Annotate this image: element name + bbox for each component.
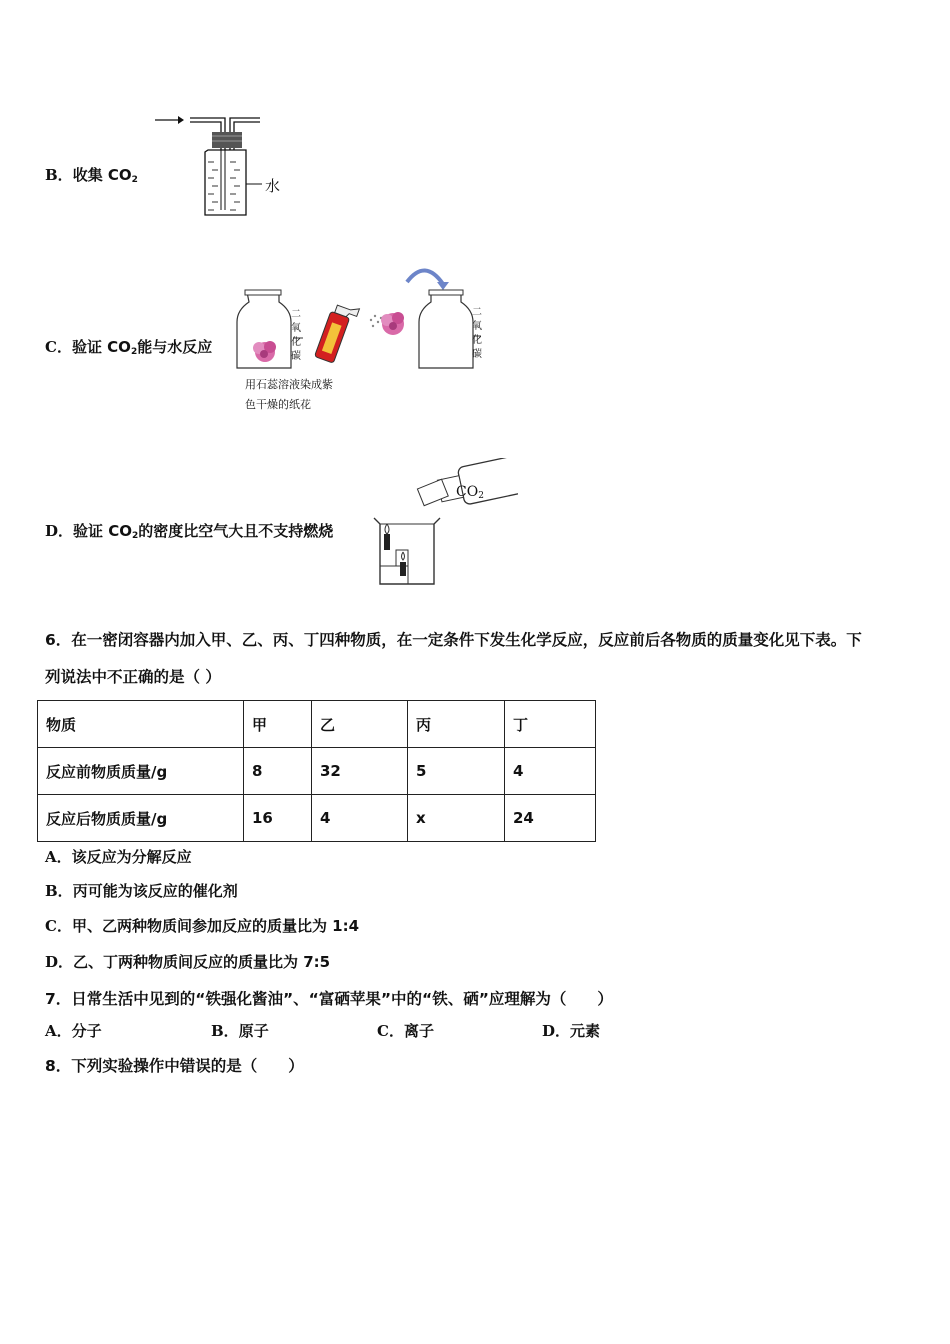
- water-label: 水: [265, 177, 281, 195]
- q6-option-d: D．乙、丁两种物质间反应的质量比为 7:5: [45, 953, 331, 971]
- table-cell: 32: [312, 748, 408, 795]
- table-cell: x: [408, 795, 505, 842]
- gas-label-1: 二 氧 化 碳: [291, 309, 301, 362]
- q7-option-d: D．元素: [542, 1022, 601, 1040]
- q6-stem-line1: 6．在一密闭容器内加入甲、乙、丙、丁四种物质，在一定条件下发生化学反应，反应前后各物质的质量变化见下表。下: [45, 631, 862, 649]
- table-cell: 反应前物质质量/g: [38, 748, 244, 795]
- q6-option-a: A．该反应为分解反应: [45, 848, 192, 866]
- table-cell: 反应后物质质量/g: [38, 795, 244, 842]
- table-row: [38, 748, 596, 795]
- figure-d-beaker-candles: [368, 458, 518, 590]
- q6-option-c: C．甲、乙两种物质间参加反应的质量比为 1:4: [45, 917, 360, 935]
- q7-stem: 7．日常生活中见到的“铁强化酱油”、“富硒苹果”中的“铁、硒”应理解为（ ）: [45, 990, 613, 1008]
- table-cell: 4: [312, 795, 408, 842]
- q7-option-c: C．离子: [377, 1022, 434, 1040]
- table-row: [38, 795, 596, 842]
- table-cell: 物质: [38, 701, 244, 748]
- table-cell: 16: [244, 795, 312, 842]
- option-c-co2-water: C．验证 $CO_2$能与水反应: [45, 338, 213, 357]
- table-cell: 甲: [244, 701, 312, 748]
- q7-option-a: A．分子: [45, 1022, 102, 1040]
- q6-stem-line2: 列说法中不正确的是（ ）: [45, 668, 221, 686]
- option-b-collect-co2: B．收集 $CO_2$: [45, 166, 138, 185]
- table-cell: 8: [244, 748, 312, 795]
- q6-option-b: B．丙可能为该反应的催化剂: [45, 882, 238, 900]
- q8-stem: 8．下列实验操作中错误的是（ ）: [45, 1057, 304, 1075]
- figure-c-flower-experiment: [235, 260, 495, 375]
- table-cell: 丙: [408, 701, 505, 748]
- option-d-co2-density: D．验证 $CO_2$的密度比空气大且不支持燃烧: [45, 522, 334, 541]
- table-cell: 5: [408, 748, 505, 795]
- table-cell: 丁: [505, 701, 596, 748]
- q7-option-b: B．原子: [211, 1022, 269, 1040]
- mass-table: [37, 700, 596, 842]
- gas-label-2: 二 氧 化 碳: [472, 307, 482, 360]
- table-cell: 乙: [312, 701, 408, 748]
- table-cell: 24: [505, 795, 596, 842]
- flower-caption: 用石蕊溶液染成紫 色干燥的纸花: [245, 378, 333, 411]
- table-header-row: [38, 701, 596, 748]
- table-cell: 4: [505, 748, 596, 795]
- co2-bottle-label: $CO_2$: [456, 484, 484, 501]
- figure-b-water-bottle: [150, 110, 300, 225]
